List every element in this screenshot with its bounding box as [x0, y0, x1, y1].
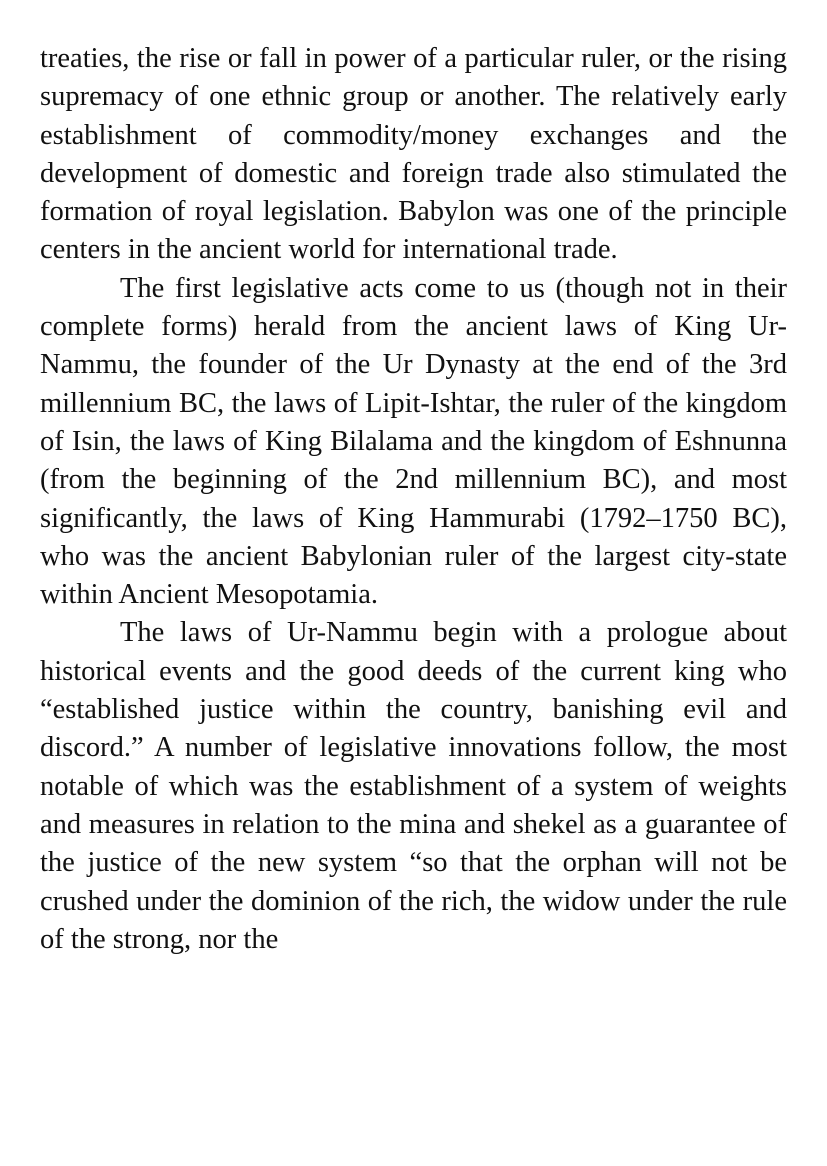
- paragraph-first-legislative-acts: The first legislative acts come to us (though not in their complete forms) herald from the ancient laws of King Ur-Nammu, the founder of the Ur Dynasty at the end of the 3rd millennium BC, the laws of Lipit-Ishtar, the ruler of the kingdom of Isin, the laws of King Bilalama and the kingdom of Eshnunna (from the beginning of the 2nd millennium BC), and most significantly, the laws of King Hammurabi (1792–1750 BC), who was the ancient Babylonian ruler of the largest city-state within Ancient Mesopotamia.: [40, 272, 787, 611]
- document-page: [40, 40, 787, 959]
- paragraph-trade-legislation: treaties, the rise or fall in power of a particular ruler, or the rising supremacy of one ethnic group or another. The relatively early establishment of commodity/money exchanges and the development of domestic and foreign trade also stimulated the formation of royal legislation. Babylon was one of the principle centers in the ancient world for international trade.: [40, 43, 787, 266]
- paragraph-laws-of-ur-nammu: The laws of Ur-Nammu begin with a prologue about historical events and the good deeds of the current king who “established justice within the country, banishing evil and discord.” A number of legislative innovations follow, the most notable of which was the establishment of a system of weights and measures in relation to the mina and shekel as a guarantee of the justice of the new system “so that the orphan will not be crushed under the dominion of the rich, the widow under the rule of the strong, nor the: [40, 617, 787, 955]
